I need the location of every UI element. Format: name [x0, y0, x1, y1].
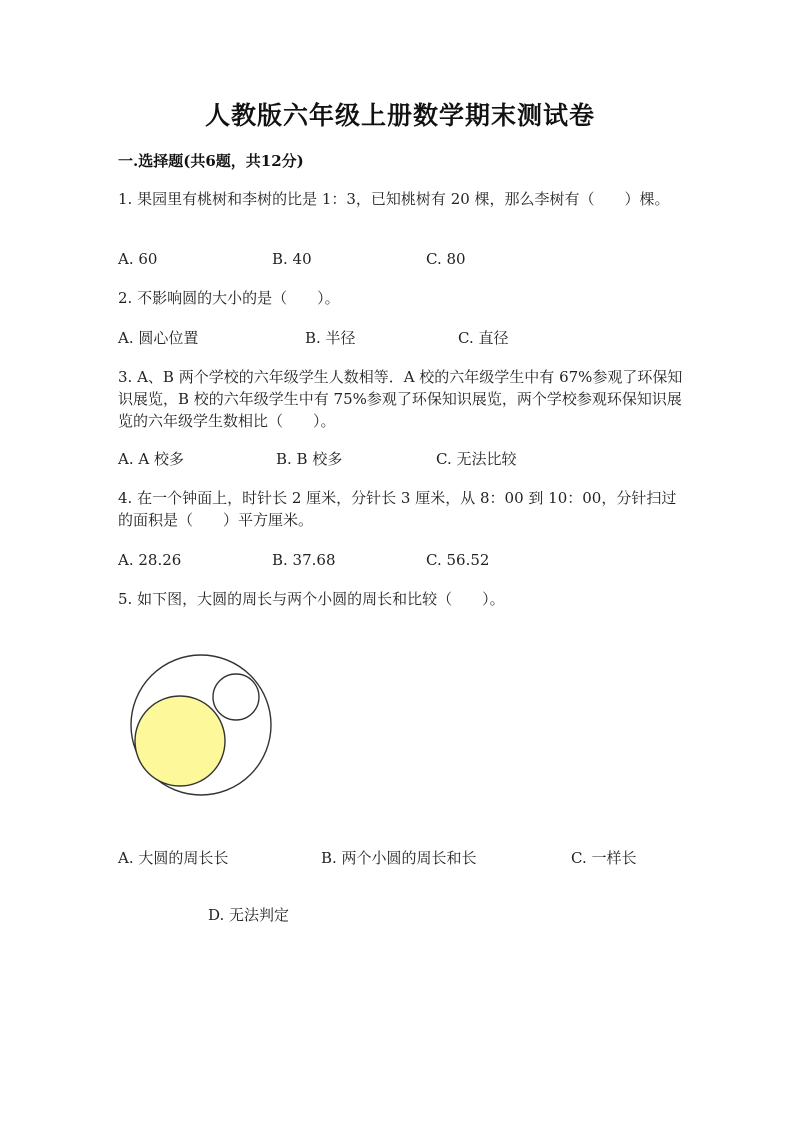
- circles-figure: [128, 654, 274, 796]
- question-4-option-b[interactable]: B. 37.68: [272, 551, 336, 569]
- page-title: 人教版六年级上册数学期末测试卷: [204, 101, 595, 130]
- question-3-option-a[interactable]: A. A 校多: [118, 450, 184, 468]
- question-5-option-b[interactable]: B. 两个小圆的周长和长: [321, 849, 477, 867]
- question-2-option-c[interactable]: C. 直径: [458, 329, 509, 347]
- question-1-option-b[interactable]: B. 40: [272, 250, 312, 268]
- question-2-option-b[interactable]: B. 半径: [305, 329, 356, 347]
- question-4-stem: 4. 在一个钟面上，时针长 2 厘米，分针长 3 厘米，从 8：00 到 10：00，分针扫过的面积是（ ）平方厘米。: [118, 489, 677, 529]
- question-3-option-c[interactable]: C. 无法比较: [436, 450, 517, 468]
- question-1-option-c[interactable]: C. 80: [426, 250, 466, 268]
- question-3-stem: 3. A、B 两个学校的六年级学生人数相等．A 校的六年级学生中有 67%参观了环保知识展览，B 校的六年级学生中有 75%参观了环保知识展览，两个学校参观环保知识展览的六年级学生数相比（ ）。: [118, 368, 683, 430]
- question-5-option-c[interactable]: C. 一样长: [571, 849, 637, 867]
- question-2-option-a[interactable]: A. 圆心位置: [118, 329, 199, 347]
- small-circle-empty: [213, 674, 259, 720]
- question-3-option-b[interactable]: B. B 校多: [276, 450, 343, 468]
- section-heading: 一.选择题(共6题，共12分): [118, 152, 304, 170]
- question-1-option-a[interactable]: A. 60: [118, 250, 158, 268]
- question-1-stem: 1. 果园里有桃树和李树的比是 1：3，已知桃树有 20 棵，那么李树有（ ）棵。: [118, 190, 670, 208]
- question-4-option-c[interactable]: C. 56.52: [426, 551, 490, 569]
- question-5-option-a[interactable]: A. 大圆的周长长: [118, 849, 229, 867]
- question-5-option-d[interactable]: D. 无法判定: [208, 906, 290, 924]
- question-5-stem: 5. 如下图，大圆的周长与两个小圆的周长和比较（ ）。: [118, 590, 505, 608]
- question-2-stem: 2. 不影响圆的大小的是（ ）。: [118, 289, 340, 307]
- question-4-option-a[interactable]: A. 28.26: [118, 551, 182, 569]
